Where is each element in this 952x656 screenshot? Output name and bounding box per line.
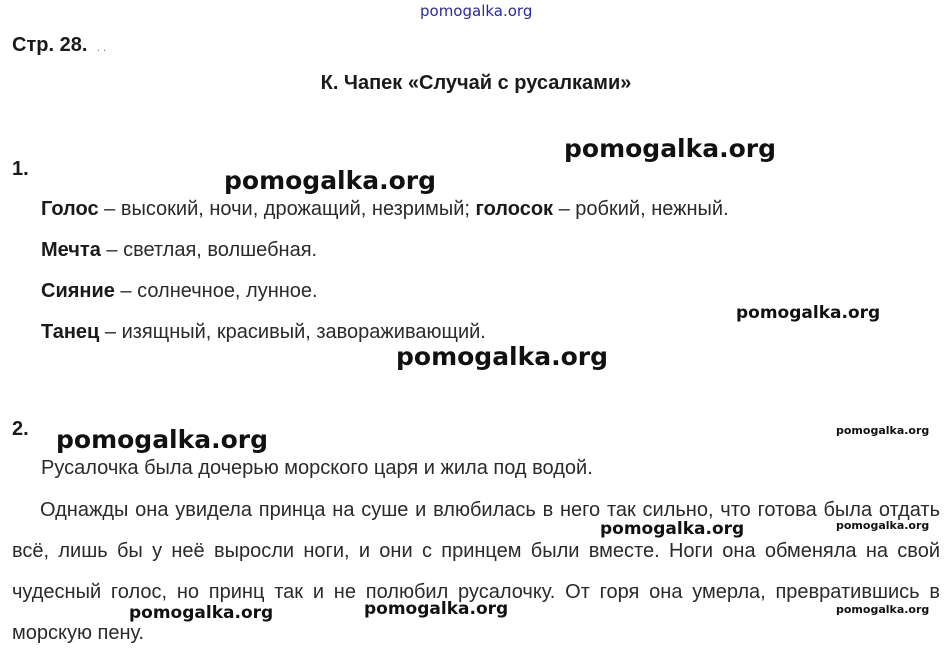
watermark: pomogalka.org	[224, 166, 437, 195]
task-number-2: 2.	[12, 418, 29, 440]
watermark: pomogalka.org	[600, 519, 745, 539]
watermark: pomogalka.org	[396, 342, 609, 371]
page-ref-dots: . .	[96, 42, 107, 54]
watermark: pomogalka.org	[364, 599, 509, 619]
document-title: К. Чапек «Случай с русалками»	[320, 72, 632, 94]
watermark: pomogalka.org	[564, 134, 777, 163]
task1-line-mechta	[41, 239, 317, 262]
term-mechta-adjectives: – светлая, волшебная.	[100, 239, 318, 261]
task1-line-siyanie	[41, 280, 318, 303]
task2-first-line: Русалочка была дочерью морского царя и жила под водой.	[41, 457, 593, 479]
term-tanets: Танец	[41, 321, 100, 343]
term-siyanie: Сияние	[41, 280, 115, 302]
term-golosok: голосок	[475, 198, 554, 220]
term-siyanie-adjectives: – солнечное, лунное.	[114, 280, 318, 302]
page-ref-text: Стр. 28.	[12, 34, 88, 56]
site-header-link[interactable]: pomogalka.org	[420, 2, 533, 20]
watermark: pomogalka.org	[836, 519, 930, 532]
watermark: pomogalka.org	[736, 303, 881, 323]
watermark: pomogalka.org	[56, 425, 269, 454]
term-golos: Голос	[41, 198, 99, 220]
term-mechta: Мечта	[41, 239, 101, 261]
term-tanets-adjectives: – изящный, красивый, завораживающий.	[99, 321, 486, 343]
task1-line-golos	[41, 198, 729, 221]
task1-line-tanets	[41, 321, 486, 344]
term-golos-adjectives: – высокий, ночи, дрожащий, незримый;	[98, 198, 476, 220]
watermark: pomogalka.org	[129, 603, 274, 623]
task2-paragraph: Однажды она увидела принца на суше и влюбилась в него так сильно, что готова была отдать всё, лишь бы у неё выросли ноги, и они с принцем были вместе. Ноги она обменяла на свой чудесный голос, но принц так и не полюбил русалочку. От горя она умерла, превратившись в морскую пену.	[12, 499, 940, 644]
watermark: pomogalka.org	[836, 424, 930, 437]
watermark: pomogalka.org	[836, 603, 930, 616]
page-reference	[12, 34, 106, 57]
term-golosok-adjectives: – робкий, нежный.	[553, 198, 729, 220]
task-number-1: 1.	[12, 158, 29, 180]
